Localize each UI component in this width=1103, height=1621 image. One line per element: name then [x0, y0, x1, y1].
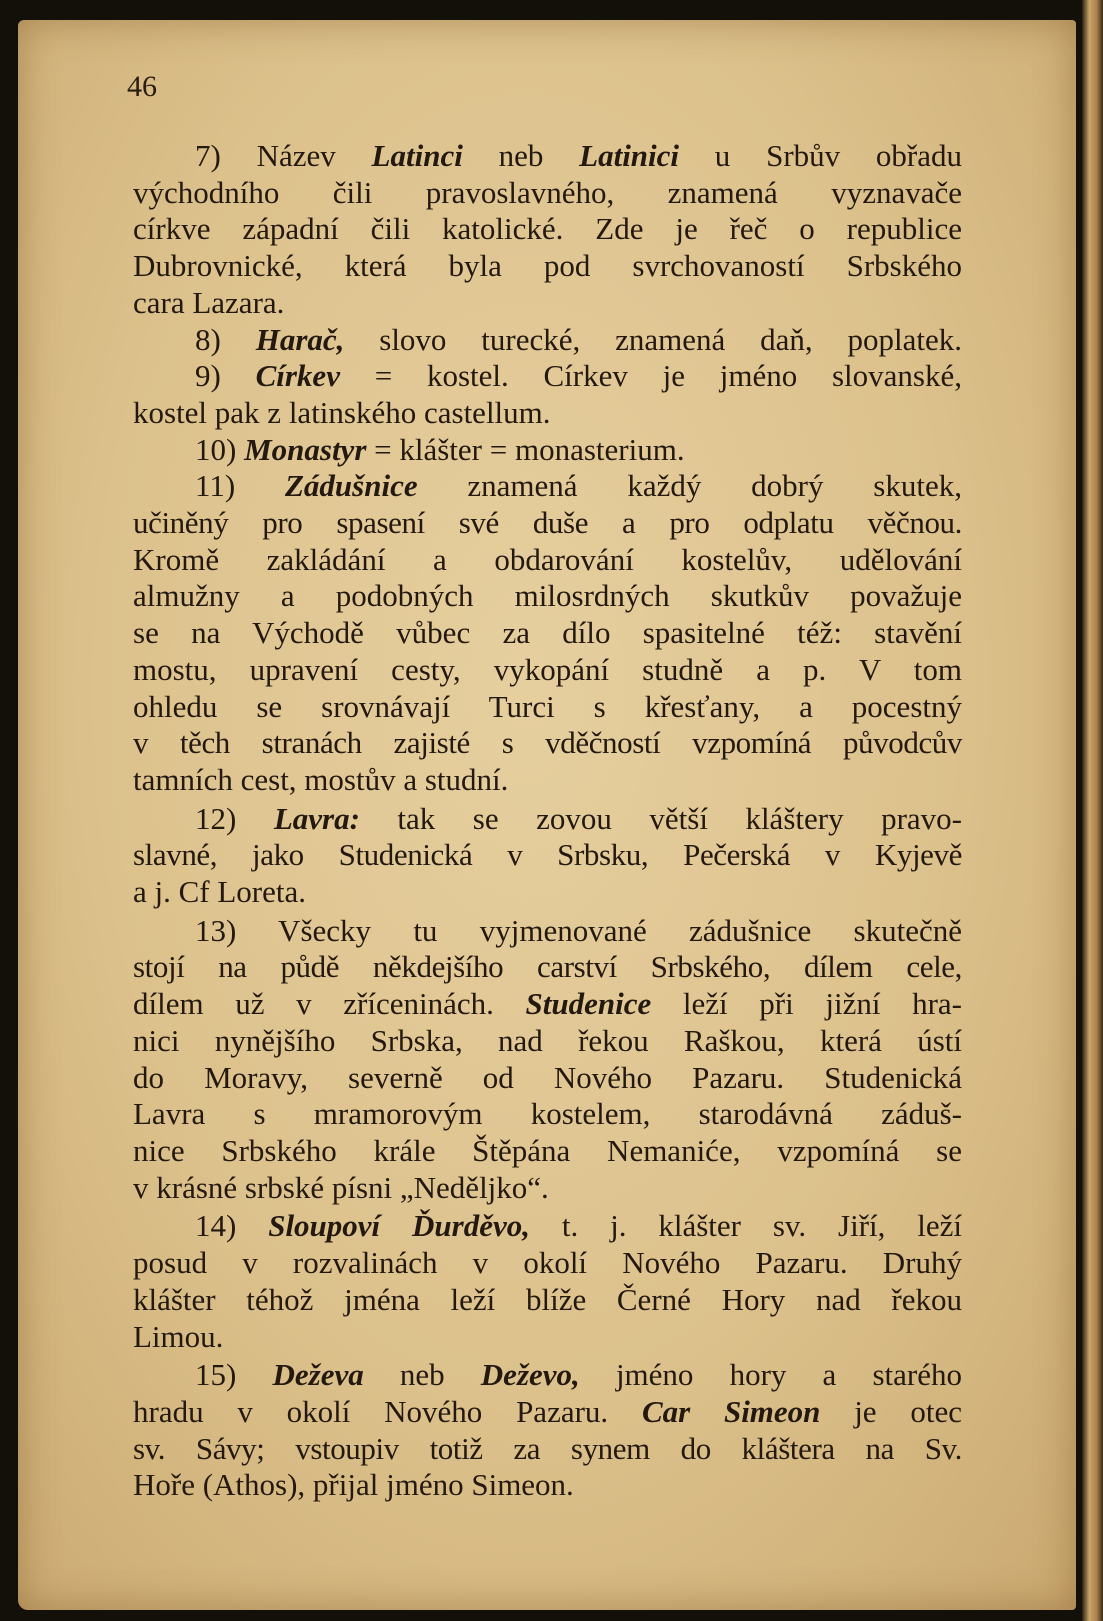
book-spine-edge	[1082, 0, 1103, 1621]
page-number: 46	[127, 70, 157, 103]
text-line: tamních cest, mostův a studní.	[133, 761, 509, 797]
text-line: východního čili pravoslavného, znamená vyznavače	[133, 174, 962, 210]
italic-term: Car Simeon	[641, 1393, 821, 1429]
text-line: posud v rozvalinách v okolí Nového Pazaru. Druhý	[133, 1245, 962, 1281]
italic-term: Zádušnice	[284, 468, 418, 504]
text-line: a j. Cf Loreta.	[133, 874, 307, 910]
text-line: stojí na půdě někdejšího carství Srbského, dílem cele,	[133, 949, 962, 985]
italic-term: Studenice	[525, 986, 652, 1022]
text-line: se na Východě vůbec za dílo spasitelné též: stavění	[133, 615, 962, 651]
endnotes-text	[133, 138, 962, 1504]
text-line: 13) Všecky tu vyjmenované zádušnice skutečně	[195, 912, 962, 948]
italic-term: Latinici	[579, 138, 680, 173]
text-line: mostu, upravení cesty, vykopání studně a p. V tom	[133, 651, 962, 687]
italic-term: Deževo,	[480, 1357, 580, 1393]
text-line: 14) Sloupoví Ďurděvo, t. j. klášter sv. Jiří, leží	[195, 1208, 963, 1244]
text-line: kostel pak z latinského castellum.	[133, 394, 551, 430]
text-line: ohledu se srovnávají Turci s křesťany, a pocestný	[133, 688, 962, 724]
italic-term: Sloupoví Ďurděvo,	[268, 1208, 531, 1244]
text-line: dílem už v zříceninách. Studenice leží při jižní hra-	[133, 986, 962, 1022]
text-line: v krásné srbské písni „Neděljko“.	[133, 1169, 549, 1205]
text-line: církve západní čili katolické. Zde je řeč o republice	[133, 211, 962, 247]
text-line: 11) Zádušnice znamená každý dobrý skutek,	[195, 468, 962, 504]
text-line: hradu v okolí Nového Pazaru. Car Simeon je otec	[133, 1393, 962, 1429]
italic-term: Deževa	[272, 1357, 364, 1393]
italic-term: Lavra:	[273, 800, 360, 836]
text-line: 10) Monastyr = klášter = monasterium.	[195, 431, 685, 467]
text-line: 15) Deževa neb Deževo, jméno hory a starého	[195, 1357, 962, 1393]
italic-term: Monastyr	[244, 431, 367, 467]
text-line: učiněný pro spasení své duše a pro odplatu věčnou.	[133, 505, 962, 541]
italic-term: Harač,	[255, 321, 345, 357]
italic-term: Latinci	[371, 138, 463, 173]
italic-term: Církev	[255, 358, 340, 394]
text-line: Dubrovnické, která byla pod svrchovaností Srbského	[133, 248, 962, 284]
text-line: Kromě zakládání a obdarování kostelův, udělování	[133, 541, 962, 577]
text-line: cara Lazara.	[133, 284, 285, 320]
text-line: v těch stranách zajisté s vděčností vzpomíná původcův	[133, 725, 962, 761]
text-line: nici nynějšího Srbska, nad řekou Raškou, která ústí	[133, 1022, 962, 1058]
text-line: 8) Harač, slovo turecké, znamená daň, poplatek.	[195, 321, 963, 357]
text-line: Hoře (Athos), přijal jméno Simeon.	[133, 1467, 574, 1503]
text-line: Lavra s mramorovým kostelem, starodávná záduš-	[133, 1096, 962, 1132]
text-line: almužny a podobných milosrdných skutkův považuje	[133, 578, 962, 614]
text-line: slavné, jako Studenická v Srbsku, Pečerská v Kyjevě	[133, 837, 962, 873]
text-line: 9) Církev = kostel. Církev je jméno slovanské,	[195, 358, 962, 394]
text-line: klášter téhož jména leží blíže Černé Hory nad řekou	[133, 1281, 962, 1317]
text-line: sv. Sávy; vstoupiv totiž za synem do kláštera na Sv.	[133, 1430, 962, 1466]
text-line: do Moravy, severně od Nového Pazaru. Studenická	[133, 1059, 962, 1095]
text-line: nice Srbského krále Štěpána Nemaniće, vzpomíná se	[133, 1132, 962, 1168]
text-line: Limou.	[133, 1318, 224, 1354]
text-line: 7) Název Latinci neb Latinici u Srbův obřadu	[195, 138, 962, 173]
text-line: 12) Lavra: tak se zovou větší kláštery pravo-	[195, 800, 962, 836]
